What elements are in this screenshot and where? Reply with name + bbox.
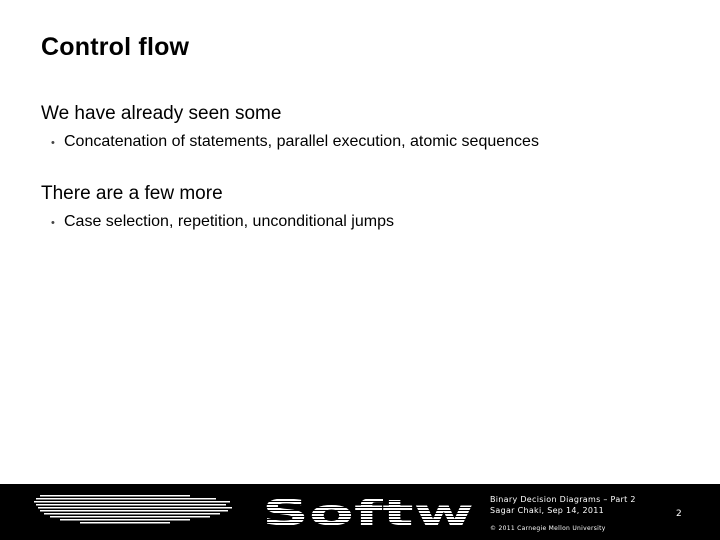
footer-info	[490, 494, 636, 532]
section-few-more	[41, 183, 394, 233]
footer-author-date: Sagar Chaki, Sep 14, 2011	[490, 506, 605, 515]
bullet-item	[41, 212, 394, 233]
footer-presentation-title: Binary Decision Diagrams – Part 2	[490, 495, 636, 504]
page-number: 2	[676, 509, 682, 519]
slide-title: Control flow	[41, 33, 190, 61]
footer-copyright: © 2011 Carnegie Mellon University	[490, 525, 606, 532]
bullet-icon: •	[51, 137, 55, 149]
software-logo	[0, 484, 480, 540]
logo-wordmark: Softw	[262, 493, 474, 534]
section-heading: There are a few more	[41, 183, 223, 204]
speed-lines	[34, 495, 232, 524]
footer-bar	[0, 484, 720, 540]
bullet-item	[41, 132, 539, 153]
bullet-text: Case selection, repetition, unconditional jumps	[64, 213, 394, 230]
section-already-seen	[41, 103, 539, 153]
section-heading: We have already seen some	[41, 103, 282, 124]
bullet-icon: •	[51, 217, 55, 229]
bullet-text: Concatenation of statements, parallel execution, atomic sequences	[64, 133, 539, 150]
